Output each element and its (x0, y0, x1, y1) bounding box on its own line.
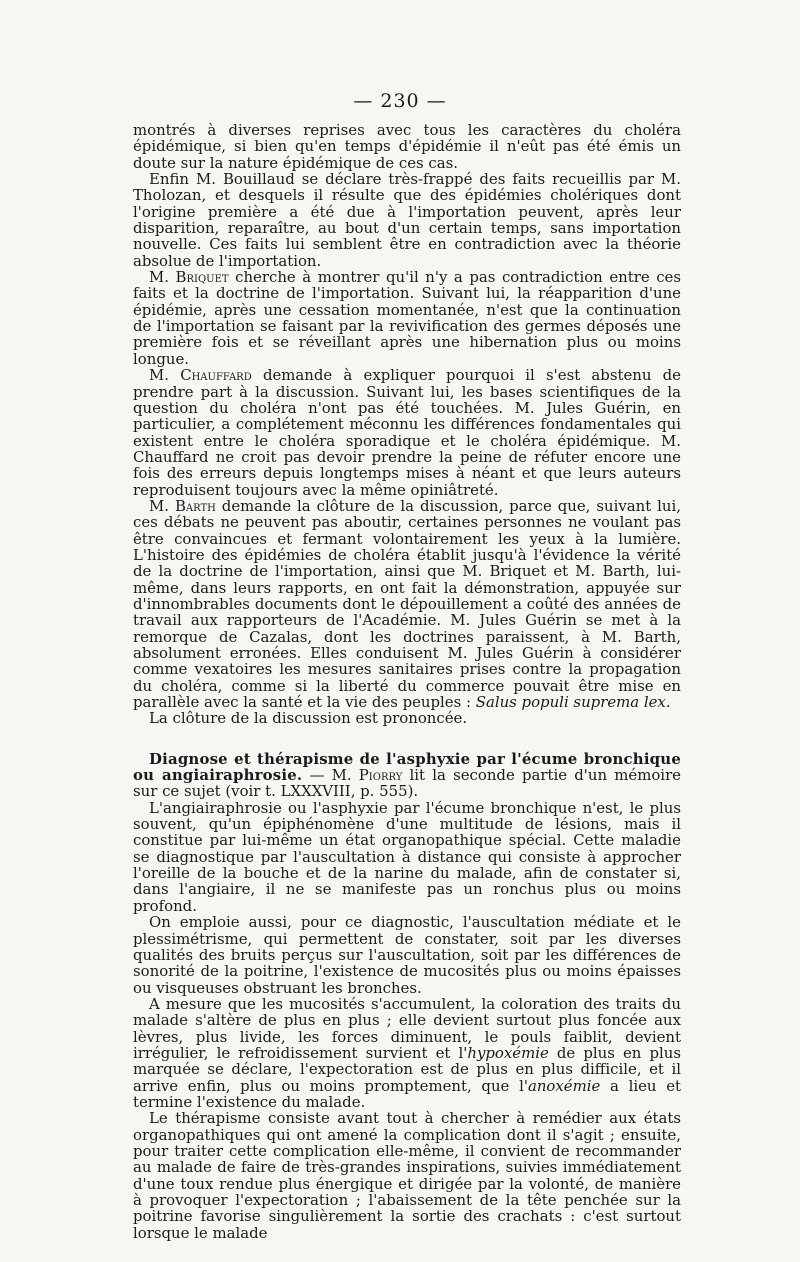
section-heading (133, 751, 681, 800)
heading-rest: lit la seconde partie d'un mémoire sur ce sujet (voir t. LXXXVIII, p. 555). (133, 766, 681, 801)
paragraph-angiairaphrosie: L'angiairaphrosie ou l'asphyxie par l'écume bronchique n'est, le plus souvent, qu'un épiphénomène d'une multitude de lésions, mais il constitue par lui-même un état organopathique spécial. Cette maladie se diagnostique par l'auscultation à distance qui consiste à approcher l'oreille de la bouche et de la narine du malade, afin de constater si, dans l'angiaire, il ne se manifeste pas un ronchus plus ou moins profond. (133, 798, 681, 915)
prefix: M. (149, 268, 176, 287)
paragraph-text: a lieu et termine l'existence du malade. (133, 1076, 681, 1111)
paragraph-barth (133, 498, 681, 710)
paragraph-bouillaud: Enfin M. Bouillaud se déclare très-frappé des faits recueillis par M. Tholozan, et desquels il résulte que des épidémies cholériques dont l'origine première a été due à l'importation peuvent, après leur disparition, reparaître, au bout d'un certain temps, sans importation nouvelle. Ces faits lui semblent être en contradiction avec la théorie absolue de l'importation. (133, 170, 681, 270)
paragraph-closure: La clôture de la discussion est prononcée. (149, 709, 468, 728)
paragraph-mucosites (133, 996, 681, 1110)
page-number: — 230 — (353, 90, 447, 112)
latin-quote: Salus populi suprema lex. (475, 693, 671, 712)
speaker-name: Piorry (358, 766, 403, 785)
text-block (133, 122, 681, 1241)
paragraph-text: A mesure que les mucosités s'accumulent, la coloration des traits du malade s'altère de plus en plus ; elle devient surtout plus foncée aux lèvres, plus livide, les forces diminuent, le pouls faiblit, devient irrégulier, le refroidissement survient et l' (133, 994, 681, 1062)
prefix: M. (149, 366, 181, 385)
paragraph-briquet (133, 269, 681, 367)
paragraph-chauffard (133, 367, 681, 498)
paragraph-continuation: montrés à diverses reprises avec tous les caractères du choléra épidémique, si bien qu'en temps d'épidémie il n'eût pas été émis un doute sur la nature épidémique de ces cas. (133, 121, 681, 172)
paragraph-text: demande à expliquer pourquoi il s'est abstenu de prendre part à la discussion. Suivant lui, les bases scientifiques de la question du choléra n'ont pas été touchées. M. Jules Guérin, en particulier, a complétement méconnu les différences fondamentales qui existent entre le choléra sporadique et le choléra épidémique. M. Chauffard ne croit pas devoir prendre la peine de réfuter encore une fois des erreurs depuis longtemps mises à néant et que leurs auteurs reproduisent toujours avec la même opiniâtreté. (133, 366, 681, 499)
heading-dash: — M. (302, 766, 359, 785)
speaker-name: Barth (174, 496, 216, 515)
paragraph-text: cherche à montrer qu'il n'y a pas contradiction entre ces faits et la doctrine de l'importation. Suivant lui, la réapparition d'une épidémie, après une cessation momentanée, n'est que la continuation de l'importation se faisant par la revivification des germes déposés une première fois et se réveillant après une hibernation plus ou moins longue. (133, 268, 681, 368)
paragraph-text: de plus en plus marquée se déclare, l'expectoration est de plus en plus difficile, et il arrive enfin, plus ou moins promptement, que l' (133, 1043, 681, 1095)
paragraph-therapisme: Le thérapisme consiste avant tout à chercher à remédier aux états organopathiques qui ont amené la complication dont il s'agit ; ensuite, pour traiter cette complication elle-même, il convient de recommander au malade de faire de très-grandes inspirations, suivies immédiatement d'une toux rendue plus énergique et dirigée par la volonté, de manière à provoquer l'expectoration ; l'abaissement de la tête penchée sur la poitrine favorise singulièrement la sortie des crachats : c'est surtout lorsque le malade (133, 1109, 681, 1242)
speaker-name: Briquet (175, 268, 229, 287)
speaker-name: Chauffard (180, 366, 252, 385)
paragraph-text: demande la clôture de la discussion, parce que, suivant lui, ces débats ne peuvent pas aboutir, certaines personnes ne voulant pas être convaincues et fermant volontairement les yeux à la lumière. L'histoire des épidémies de choléra établit jusqu'à l'évidence la vérité de la doctrine de l'importation, ainsi que M. Briquet et M. Barth, lui-même, dans leurs rapports, en ont fait la démonstration, appuyée sur d'innombrables documents dont le dépouillement a coûté des années de travail aux rapporteurs de l'Académie. M. Jules Guérin se met à la remorque de Cazalas, dont les doctrines paraissent, à M. Barth, absolument erronées. Elles conduisent M. Jules Guérin à considérer comme vexatoires les mesures sanitaires prises contre la propagation du choléra, comme si la liberté du commerce pouvait être mise en parallèle avec la santé et la vie des peuples : (133, 496, 682, 712)
paragraph-diagnostic: On emploie aussi, pour ce diagnostic, l'auscultation médiate et le plessimétrisme, qui permettent de constater, soit par les diverses qualités des bruits perçus sur l'auscultation, soit par les différences de sonorité de la poitrine, l'existence de mucosités plus ou moins épaisses ou visqueuses obstruant les bronches. (133, 913, 681, 997)
section-title: Diagnose et thérapisme de l'asphyxie par l'écume bronchique ou angiairaphrosie. (133, 749, 681, 785)
prefix: M. (149, 496, 175, 515)
term-hypoxemie: hypoxémie (467, 1043, 549, 1062)
term-anoxemie: anoxémie (527, 1076, 601, 1095)
